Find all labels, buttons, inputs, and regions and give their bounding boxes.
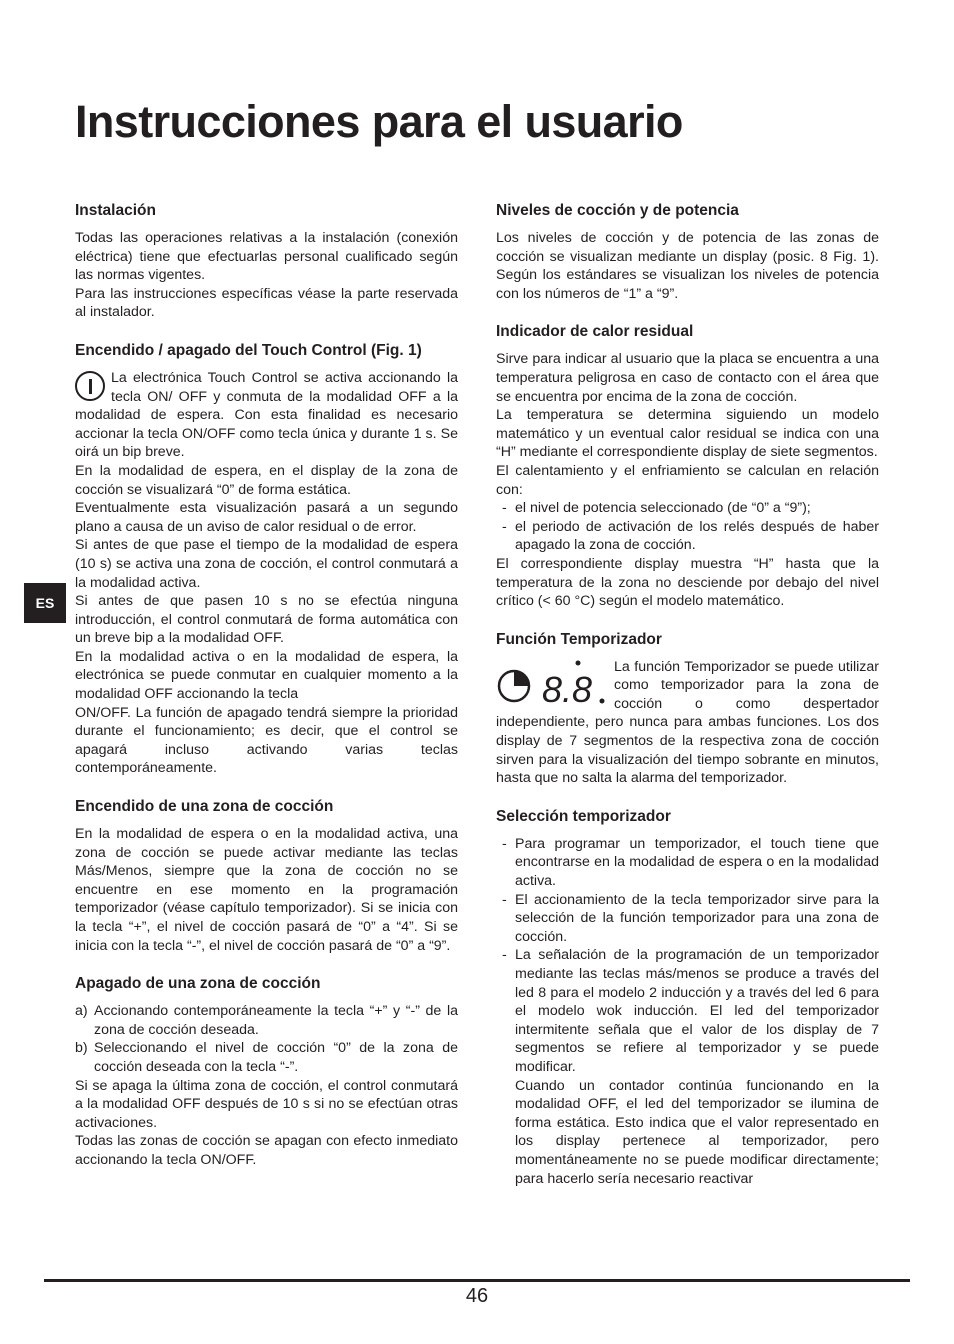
seven-segment-digits: 8.8 [542,668,593,708]
language-tab: ES [24,583,66,623]
page-number: 46 [465,1285,489,1307]
page-title: Instrucciones para el usuario [75,96,683,147]
list-item: a) Accionando contemporáneamente la tecla “+” y “-” de la zona de cocción deseada. [75,1003,458,1038]
paragraph: El calentamiento y el enfriamiento se calculan en relación con: [496,462,879,498]
paragraph: En la modalidad de espera o en la modalidad activa, una zona de cocción se puede activar mediante las teclas Más/Menos, siempre que la zona de cocción no se encuentre en ese momento en la programación temporizador (véase capítulo temporizador). Si se inicia con la tecla “+”, el nivel de cocción pasará de “0” a “4”. Si se inicia con la tecla “-”, el nivel de cocción pasará de “0” a “9”. [75,826,458,954]
list-item: - El accionamiento de la tecla temporizador sirve para la selección de la función temporizador para una zona de cocción. [502,891,879,945]
list-item: - el nivel de potencia seleccionado (de “0” a “9”); [502,500,811,517]
bullet-list [496,835,879,1188]
paragraph: Sirve para indicar al usuario que la placa se encuentra a una temperatura peligrosa en caso de contacto con el área que se encuentra por encima de la zona de cocción. [496,351,879,405]
section-heading: Indicador de calor residual [496,323,694,341]
paragraph: Si antes de que pase el tiempo de la modalidad de espera (10 s) se activa una zona de cocción, el control conmutará a la modalidad activa. [75,537,458,591]
paragraph: En la modalidad de espera, en el display de la zona de cocción se visualizará “0” de forma estática. [75,462,458,498]
steps-list [75,1002,458,1076]
section-heading: Encendido / apagado del Touch Control (Fig. 1) [75,341,422,359]
footer-rule [44,1279,910,1282]
section-heading: Instalación [75,202,156,219]
paragraph: ON/OFF. La función de apagado tendrá siempre la prioridad durante el funcionamiento; es decir, que el control se apagará incluso activando varias teclas contemporáneamente. [75,704,458,777]
paragraph: Todas las operaciones relativas a la instalación (conexión eléctrica) tiene que efectuarlas personal cualificado según las normas vigentes. [75,230,458,284]
list-item: b) Seleccionando el nivel de cocción “0” de la zona de cocción deseada con la tecla “-”. [75,1040,458,1075]
paragraph: Eventualmente esta visualización pasará a un segundo plano a causa de un aviso de calor residual o de error. [75,500,458,535]
section-niveles-coccion [496,201,879,303]
paragraph: La temperatura se determina siguiendo un modelo matemático y un eventual calor residual se indica con una “H” mediante el correspondiente display de siete segmentos. [496,407,879,461]
bullet-list [496,499,879,555]
section-heading: Apagado de una zona de cocción [75,975,321,993]
left-column [75,201,458,1170]
paragraph: La electrónica Touch Control se activa accionando la tecla ON/ OFF y conmuta de la modalidad OFF a la modalidad de espera. Con esta finalidad es necesario accionar la tecla ON/OFF como tecla única y durante 1 s. Se oirá un bip breve. [75,369,458,461]
paragraph: Para las instrucciones específicas véase la parte reservada al instalador. [75,285,458,321]
section-calor-residual [496,322,879,610]
paragraph: Todas las zonas de cocción se apagan con efecto inmediato accionando la tecla ON/OFF. [75,1133,458,1168]
paragraph: 8.8 La función Temporizador se puede utilizar como temporizador para la zona de cocción o como despertador independiente, pero nunca para ambas funciones. Los dos display de 7 segmentos de la respectiva zona de cocción sirven para la visualización del tiempo sobrante en minutos, hasta que no salta la alarma del temporizador. [496,658,879,787]
paragraph: En la modalidad activa o en la modalidad de espera, la electrónica se puede conmutar en cualquier momento a la modalidad OFF accionando la tecla [75,648,458,703]
timer-display-icon [496,660,608,708]
list-item: - el periodo de activación de los relés después de haber apagado la zona de cocción. [502,518,879,554]
section-funcion-temporizador [496,630,879,788]
section-heading: Función Temporizador [496,630,662,648]
list-item-continuation: Cuando un contador continúa funcionando en la modalidad OFF, el led del temporizador se ilumina de forma estática. Esto indica que el valor representado en los display pertenece al temporizador, pero momentáneamente no se puede modificar directamente; para hacerlo sería necesario reactivar [515,1077,879,1187]
section-heading: Niveles de cocción y de potencia [496,202,739,219]
paragraph: Si se apaga la última zona de cocción, el control conmutará a la modalidad OFF después de 10 s si no se efectúan otras activaciones. [75,1077,458,1131]
right-column [496,201,879,1188]
list-item: - La señalación de la programación de un temporizador mediante las teclas más/menos se produce a través del led 8 para el modelo 2 inducción y a través del led 6 para el modelo wok inducción. El led del temporizador intermitente señala que el valor de los display de 7 segmentos se refiere al temporizador y se puede modificar. [502,947,879,1075]
power-icon [75,371,105,401]
list-item: - Para programar un temporizador, el touch tiene que encontrarse en la modalidad de espera o en la modalidad activa. [502,835,879,890]
paragraph: Si antes de que pasen 10 s no se efectúa ninguna introducción, el control conmutará de forma automática con un breve bip a la modalidad OFF. [75,593,458,647]
paragraph: El correspondiente display muestra “H” hasta que la temperatura de la zona no desciende por debajo del nivel crítico (< 60 °C) según el modelo matemático. [496,555,879,610]
section-seleccion-temporizador [496,807,879,1188]
section-encendido-zona [75,797,458,955]
section-instalacion [75,201,458,322]
section-heading: Selección temporizador [496,807,671,825]
section-heading: Encendido de una zona de cocción [75,798,334,816]
section-apagado-zona [75,974,458,1169]
paragraph: Los niveles de cocción y de potencia de las zonas de cocción se visualizan mediante un display (posic. 8 Fig. 1). Según los estándares se visualizan los niveles de potencia con los números de “1” a “9”. [496,230,879,302]
section-encendido-touch-control [75,341,458,778]
